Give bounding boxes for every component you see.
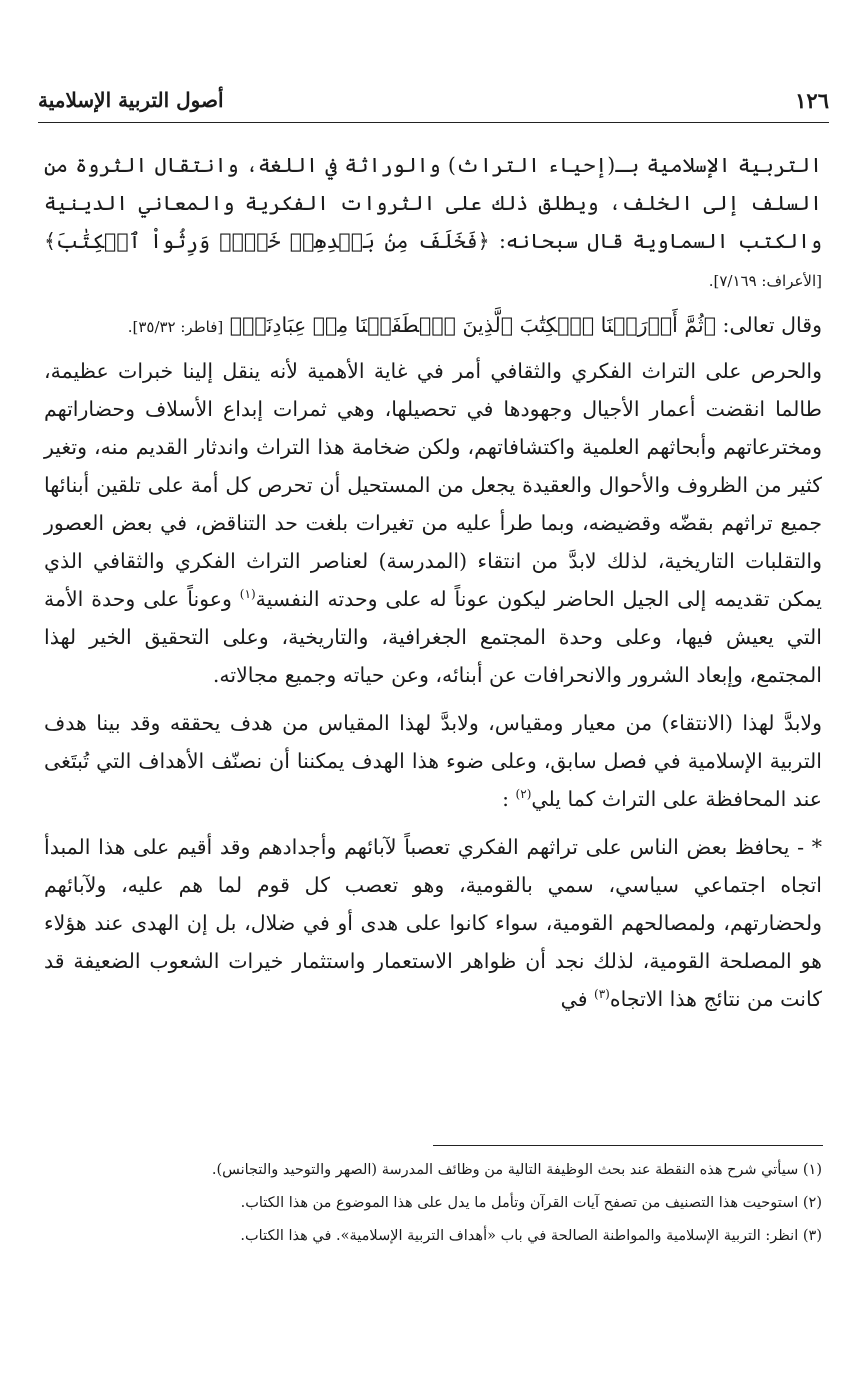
paragraph-5	[44, 828, 822, 1018]
footnote-marker-1[interactable]: (١)	[239, 587, 256, 602]
paragraph-4	[44, 704, 822, 818]
footnote-1: (١) سيأتي شرح هذه النقطة عند بحث الوظيفة التالية من وظائف المدرسة (الصهر والتوحيد والتجانس).	[211, 1162, 822, 1178]
paragraph-4-text-a: ولابدَّ لهذا (الانتقاء) من معيار ومقياس، ولابدَّ لهذا المقياس من هدف يحققه وقد بينا هدف التربية الإسلامية في فصل سابق، وعلى ضوء هذا الهدف يمكننا أن نصنّف الأهداف التي تُبتَغى عند المحافظة على التراث كما يلي	[44, 711, 822, 811]
paragraph-3-text-a: والحرص على التراث الفكري والثقافي أمر في غاية الأهمية لأنه ينقل إلينا خبرات عظيمة، طالما انقضت أعمار الأجيال وجهودها في تحصيلها، وهي ثمرات إبداع الأسلاف وحضاراتهم ومخترعاتهم وأبحاثهم العلمية واكتشافاتهم، ولكن ضخامة هذا التراث واندثار القديم منه، وتغير كثير من الظروف والأحوال والعقيدة يجعل من المستحيل أن تحرص كل أمة على تلقين أبنائها جميع تراثهم بقضّه وقضيضه، وبما طرأ عليه من تغيرات بلغت حد التناقض، في بعض العصور والتقلبات التاريخية، لذلك لابدَّ من انتقاء (المدرسة) لعناصر التراث الفكري والثقافي الذي يمكن تقديمه إلى الجيل الحاضر ليكون عوناً له على وحدته النفسية	[44, 359, 822, 611]
page-number: ١٢٦	[795, 88, 829, 113]
footnote-marker-2[interactable]: (٢)	[515, 787, 532, 802]
footnote-2: (٢) استوحيت هذا التصنيف من تصفح آيات القرآن وتأمل ما يدل على هذا الموضوع من هذا الكتاب.	[240, 1195, 822, 1211]
book-title: أصول التربية الإسلامية	[38, 88, 224, 112]
paragraph-4-text-b: :	[502, 787, 516, 811]
main-text	[44, 146, 822, 1018]
footnote-divider	[433, 1145, 823, 1146]
paragraph-3-text-b: وعوناً على وحدة الأمة التي يعيش فيها، وعلى وحدة المجتمع الجغرافية، والتاريخية، وعلى التحقيق الخير لهذا المجتمع، وإبعاد الشرور والانحرافات عن أبنائه، وعن حياته وجميع مجالاته.	[44, 587, 822, 687]
footnote-3: (٣) انظر: التربية الإسلامية والمواطنة الصالحة في باب «أهداف التربية الإسلامية». في هذا الكتاب.	[240, 1228, 822, 1244]
verse-reference-1: [الأعراف: ٧/١٦٩].	[708, 272, 822, 290]
page-header	[38, 82, 829, 123]
paragraph-5-text-a: * - يحافظ بعض الناس على تراثهم الفكري تعصباً لآبائهم وأجدادهم وقد أقيم على هذا المبدأ اتجاه اجتماعي سياسي، سمي بالقومية، وهو تعصب كل قوم لما هم عليه، ولآبائهم ولحضارتهم، ولمصالحهم القومية، سواء كانوا على هدى أو في ضلال، بل إن الهدى عند هؤلاء هو المصلحة القومية، لذلك نجد أن ظواهر الاستعمار واستثمار خيرات الشعوب الضعيفة قد كانت من نتائج هذا الاتجاه	[44, 835, 822, 1011]
paragraph-1	[44, 146, 822, 300]
paragraph-3	[44, 352, 822, 694]
verse-reference-2: [فاطر: ٣٥/٣٢].	[127, 318, 224, 336]
footnotes	[44, 1154, 822, 1253]
footnote-marker-3[interactable]: (٣)	[594, 987, 610, 1002]
paragraph-5-text-b: في	[560, 987, 595, 1011]
paragraph-2	[44, 306, 822, 346]
paragraph-2-text: وقال تعالى: ﴿ثُمَّ أَوۡرَثۡنَا ٱلۡكِتَٰبَ ٱلَّذِينَ ٱصۡطَفَيۡنَا مِنۡ عِبَادِنَاۖ﴾	[229, 313, 822, 337]
paragraph-1-text: التربية الإسلامية بـ(إحياء التراث) والوراثة في اللغة، وانتقال الثروة من السلف إلى الخلف، ويطلق ذلك على الثروات الفكرية والمعاني الدينية والكتب السماوية قال سبحانه: ﴿فَخَلَفَ مِنۢ بَعۡدِهِمۡ خَلۡفٞ وَرِثُواْ ٱلۡكِتَٰبَ﴾	[44, 153, 822, 253]
